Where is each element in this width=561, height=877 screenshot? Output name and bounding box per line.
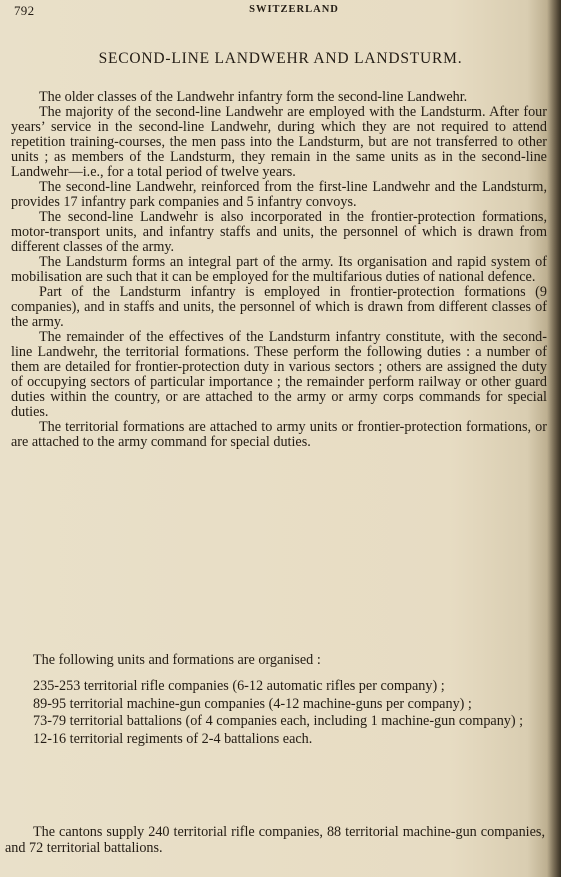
page-header	[14, 3, 534, 21]
body-text	[11, 90, 547, 450]
page-gutter-shadow	[547, 0, 561, 877]
list-item: 89-95 territorial machine-gun companies (4-12 machine-guns per company) ;	[33, 695, 472, 712]
list-item: 12-16 territorial regiments of 2-4 battalions each.	[33, 730, 313, 747]
paragraph: The majority of the second-line Landwehr are employed with the Landsturm. After four years’ service in the second-line Landwehr, during which they are not required to attend repetition training-courses, the men pass into the Landsturm, but are not transferred to other units ; as members of the Landsturm, they remain in the same units as in the second-line Landwehr—i.e., for a total period of twelve years.	[11, 104, 547, 180]
paragraph: The second-line Landwehr is also incorporated in the frontier-protection formations, motor-transport units, and infantry staffs and units, the personnel of which is drawn from different classes of the army.	[11, 209, 547, 255]
unit-list	[33, 679, 543, 749]
list-item: 235-253 territorial rifle companies (6-12 automatic rifles per company) ;	[33, 678, 445, 694]
paragraph: The remainder of the effectives of the Landsturm infantry constitute, with the second-line Landwehr, the territorial formations. These perform the following duties : a number of them are detailed for frontier-protection duty in various sectors ; others are assigned the duty of occupying sectors of particular importance ; the remainder perform railway or other guard duties within the country, or are attached to the army or army corps commands for special duties.	[11, 329, 547, 420]
paragraph: The older classes of the Landwehr infantry form the second-line Landwehr.	[39, 89, 468, 105]
running-head: SWITZERLAND	[249, 4, 339, 15]
section-title: SECOND-LINE LANDWEHR AND LANDSTURM.	[98, 50, 463, 67]
paragraph: The Landsturm forms an integral part of the army. Its organisation and rapid system of mobilisation are such that it can be employed for the multifarious duties of national defence.	[11, 254, 547, 285]
units-intro: The following units and formations are organised :	[33, 652, 321, 668]
page-number: 792	[14, 3, 35, 18]
paragraph: The territorial formations are attached to army units or frontier-protection formations, or are attached to the army command for special duties.	[11, 419, 547, 450]
list-item: 73-79 territorial battalions (of 4 companies each, including 1 machine-gun company) ;	[33, 713, 524, 729]
paragraph: Part of the Landsturm infantry is employed in frontier-protection formations (9 companies), and in staffs and units, the personnel of which is drawn from different classes of the army.	[11, 284, 547, 330]
closing-paragraph: The cantons supply 240 territorial rifle companies, 88 territorial machine-gun companies, and 72 territorial battalions.	[5, 824, 545, 856]
paragraph: The second-line Landwehr, reinforced from the first-line Landwehr and the Landsturm, provides 17 infantry park companies and 5 infantry convoys.	[11, 179, 547, 210]
